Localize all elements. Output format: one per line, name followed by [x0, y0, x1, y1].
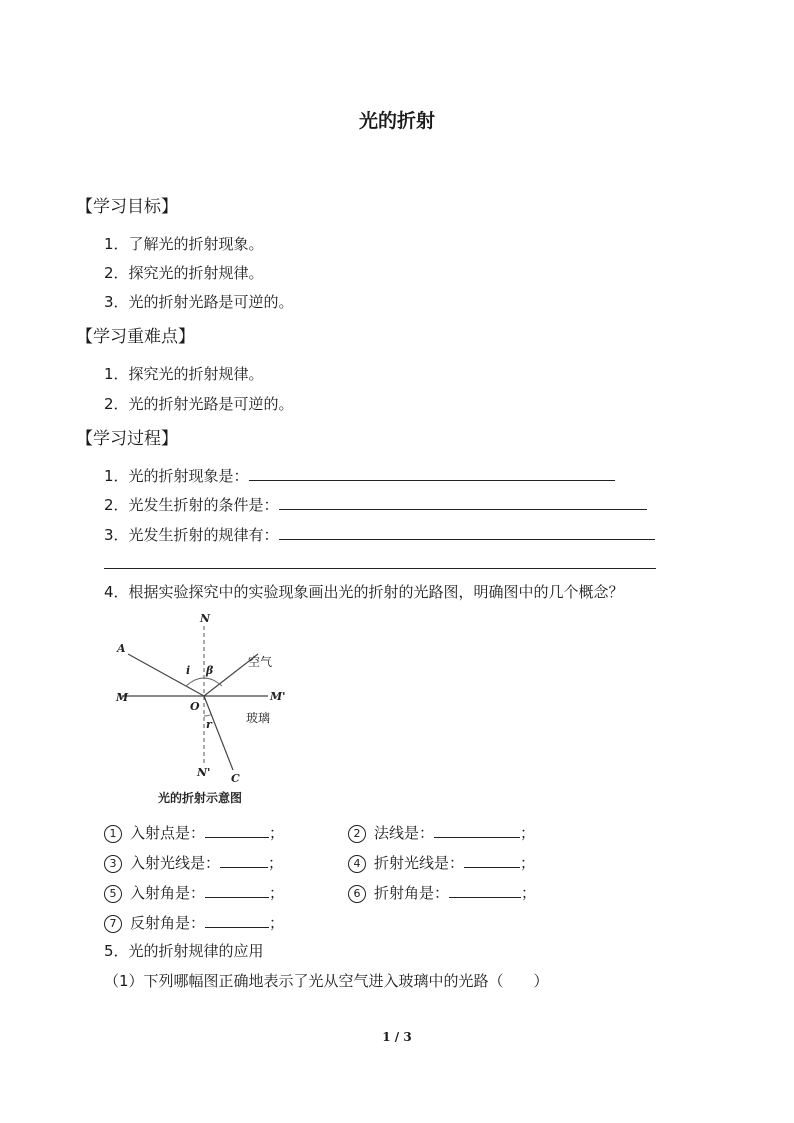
question-5-1-text: （1）下列哪幅图正确地表示了光从空气进入玻璃中的光路（ ）	[104, 972, 549, 990]
number-circle: 4	[348, 855, 366, 873]
question-3	[104, 524, 655, 545]
refracted-ray	[204, 696, 233, 770]
label-A: A	[117, 642, 126, 655]
label-r: r	[206, 718, 212, 731]
concept-item	[348, 822, 535, 843]
concept-item	[104, 882, 284, 903]
number-circle: 6	[348, 885, 366, 903]
label-air: 空气	[248, 655, 273, 669]
concept-item	[348, 852, 535, 873]
answer-blank[interactable]	[104, 556, 656, 569]
answer-blank[interactable]	[449, 883, 521, 898]
concept-label: 入射角是：	[130, 884, 206, 902]
label-C: C	[231, 772, 240, 785]
concept-item	[348, 882, 536, 903]
concept-label: 法线是：	[374, 824, 435, 842]
number-circle: 5	[104, 885, 122, 903]
objective-item: 3．光的折射光路是可逆的。	[104, 293, 294, 311]
number-circle: 1	[104, 825, 122, 843]
label-N-prime: N'	[197, 766, 211, 779]
label-O: O	[190, 700, 200, 713]
label-M-prime: M'	[270, 690, 286, 703]
label-i: i	[186, 664, 191, 677]
answer-blank[interactable]	[205, 823, 269, 838]
question-3-text: 3．光发生折射的规律有：	[104, 526, 279, 544]
question-1	[104, 465, 615, 486]
refraction-diagram	[100, 608, 300, 808]
answer-blank[interactable]	[205, 883, 269, 898]
answer-blank[interactable]	[220, 853, 268, 868]
key-point-item: 1．探究光的折射规律。	[104, 365, 264, 383]
answer-blank[interactable]	[205, 913, 269, 928]
angle-arc-bottom	[204, 714, 212, 716]
section-heading-key-points: 【学习重难点】	[76, 327, 195, 347]
semicolon: ；	[520, 824, 536, 842]
answer-blank[interactable]	[434, 823, 520, 838]
concept-label: 入射点是：	[130, 824, 206, 842]
concept-label: 反射角是：	[130, 914, 206, 932]
question-1-text: 1．光的折射现象是：	[104, 467, 249, 485]
number-circle: 3	[104, 855, 122, 873]
concept-item	[104, 822, 284, 843]
figure-caption: 光的折射示意图	[158, 791, 243, 805]
objective-item: 1．了解光的折射现象。	[104, 235, 264, 253]
section-heading-process: 【学习过程】	[76, 429, 178, 449]
semicolon: ；	[269, 914, 285, 932]
semicolon: ；	[268, 854, 284, 872]
key-point-item: 2．光的折射光路是可逆的。	[104, 395, 294, 413]
semicolon: ；	[269, 824, 285, 842]
concept-label: 入射光线是：	[130, 854, 221, 872]
label-N: N	[200, 612, 211, 625]
label-M: M	[116, 691, 129, 704]
section-heading-objectives: 【学习目标】	[76, 197, 178, 217]
page-title: 光的折射	[358, 110, 435, 132]
semicolon: ；	[521, 884, 537, 902]
answer-blank[interactable]	[464, 853, 520, 868]
concept-item	[104, 852, 283, 873]
semicolon: ；	[269, 884, 285, 902]
answer-blank[interactable]	[279, 495, 647, 510]
page-number: 1 / 3	[382, 1030, 412, 1044]
answer-blank[interactable]	[279, 525, 655, 540]
label-beta: β	[206, 664, 214, 677]
concept-label: 折射角是：	[374, 884, 450, 902]
question-2	[104, 494, 647, 515]
concept-item	[104, 912, 284, 933]
incident-ray	[128, 654, 204, 696]
question-5-text: 5．光的折射规律的应用	[104, 942, 264, 960]
concept-label: 折射光线是：	[374, 854, 465, 872]
answer-blank[interactable]	[249, 466, 615, 481]
number-circle: 7	[104, 915, 122, 933]
number-circle: 2	[348, 825, 366, 843]
semicolon: ；	[520, 854, 536, 872]
question-4-text: 4．根据实验探究中的实验现象画出光的折射的光路图，明确图中的几个概念？	[104, 583, 624, 601]
objective-item: 2．探究光的折射规律。	[104, 264, 264, 282]
label-glass: 玻璃	[246, 711, 271, 725]
question-2-text: 2．光发生折射的条件是：	[104, 496, 279, 514]
